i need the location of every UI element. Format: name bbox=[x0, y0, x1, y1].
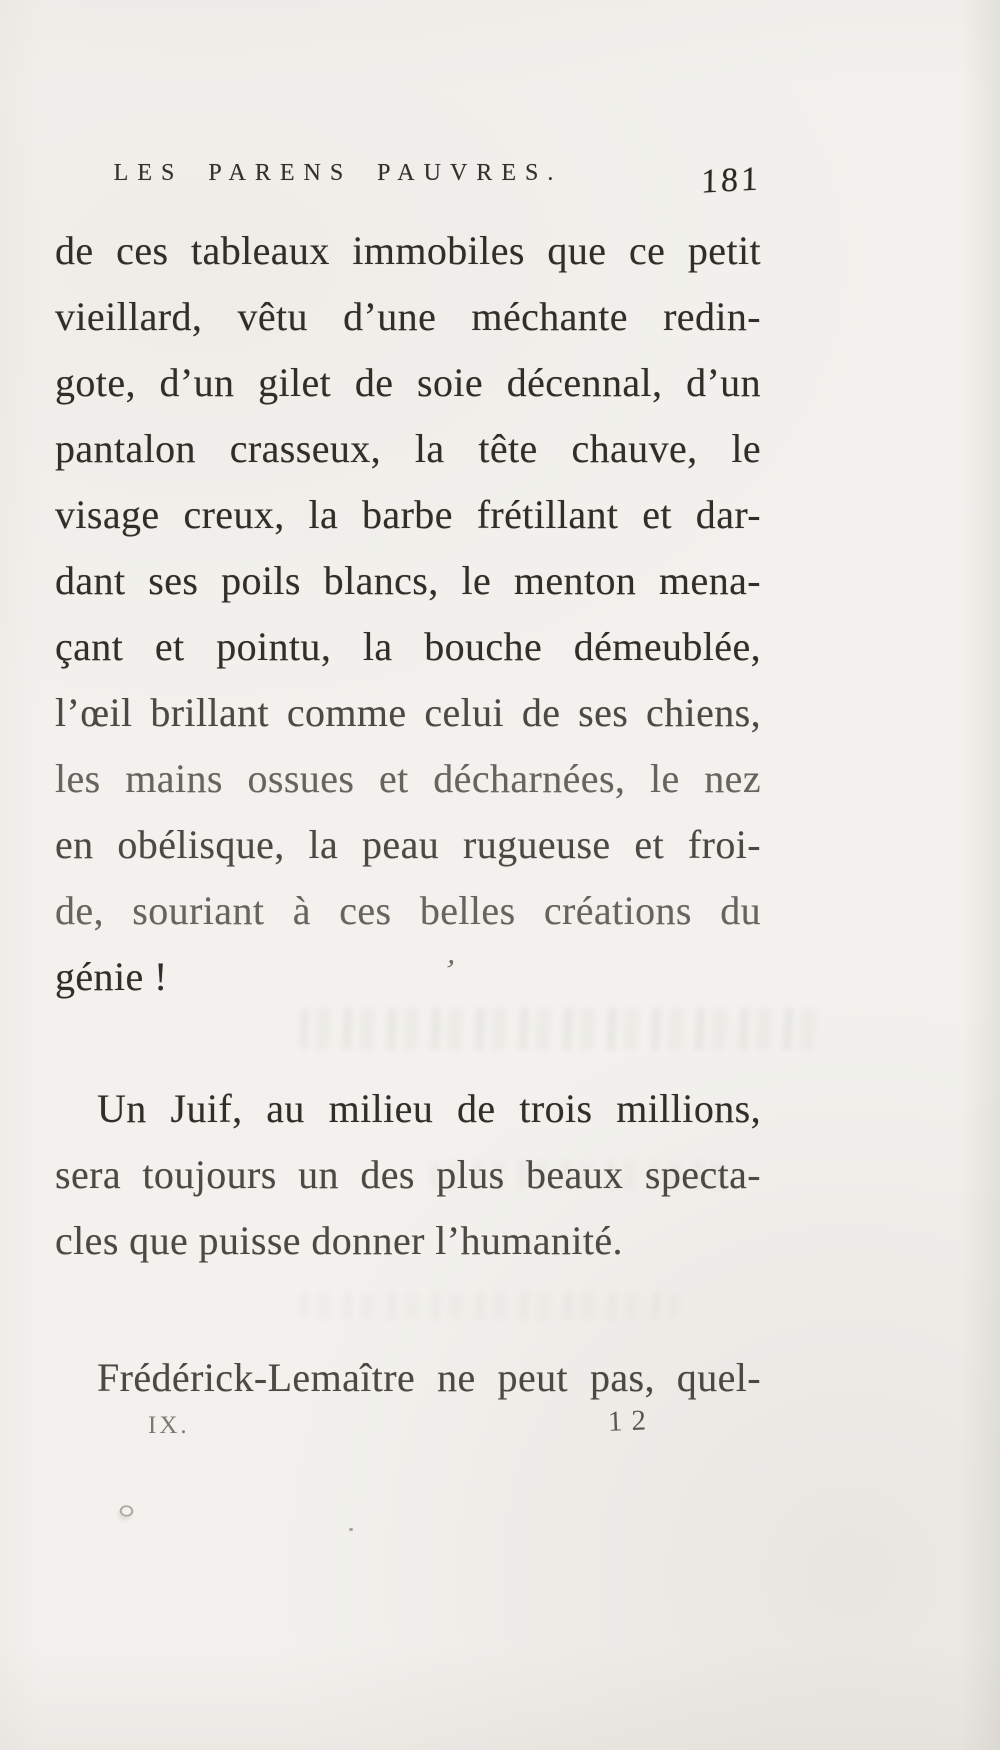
text-line: sera toujours un des plus beaux specta- bbox=[55, 1152, 761, 1197]
text-line: dant ses poils blancs, le menton mena- bbox=[55, 558, 761, 603]
paragraph-1 bbox=[55, 218, 761, 1010]
text-line: cles que puisse donner l’humanité. bbox=[55, 1218, 623, 1263]
signature-mark-number: 12 bbox=[607, 1404, 656, 1438]
text-line: gote, d’un gilet de soie décennal, d’un bbox=[55, 360, 761, 405]
running-title: LES PARENS PAUVRES. bbox=[113, 160, 563, 186]
stray-ink-mark: ’ bbox=[440, 951, 459, 989]
ink-speck-dot bbox=[349, 1528, 353, 1531]
text-line: génie ! bbox=[55, 954, 168, 999]
text-line: les mains ossues et décharnées, le nez bbox=[55, 756, 761, 801]
signature-mark-volume: IX. bbox=[148, 1412, 190, 1439]
bleed-through-smudge bbox=[300, 1008, 820, 1050]
text-line: de, souriant à ces belles créations du bbox=[55, 888, 761, 933]
bleed-through-smudge bbox=[300, 1292, 680, 1320]
paragraph-3 bbox=[55, 1345, 761, 1411]
text-line: Frédérick-Lemaître ne peut pas, quel- bbox=[97, 1355, 761, 1400]
ink-speck-ring bbox=[117, 1503, 136, 1518]
text-line: çant et pointu, la bouche démeublée, bbox=[55, 624, 761, 669]
text-line: pantalon crasseux, la tête chauve, le bbox=[55, 426, 761, 471]
page-number: 181 bbox=[700, 160, 762, 201]
text-line: l’œil brillant comme celui de ses chiens, bbox=[55, 690, 761, 735]
text-line: Un Juif, au milieu de trois millions, bbox=[97, 1086, 761, 1131]
page-header bbox=[55, 156, 761, 200]
text-line: en obélisque, la peau rugueuse et froi- bbox=[55, 822, 761, 867]
text-line: de ces tableaux immobiles que ce petit bbox=[55, 228, 761, 273]
text-line: visage creux, la barbe frétillant et dar- bbox=[55, 492, 761, 537]
bleed-through-smudge bbox=[430, 1160, 730, 1190]
text-line: vieillard, vêtu d’une méchante redin- bbox=[55, 294, 761, 339]
